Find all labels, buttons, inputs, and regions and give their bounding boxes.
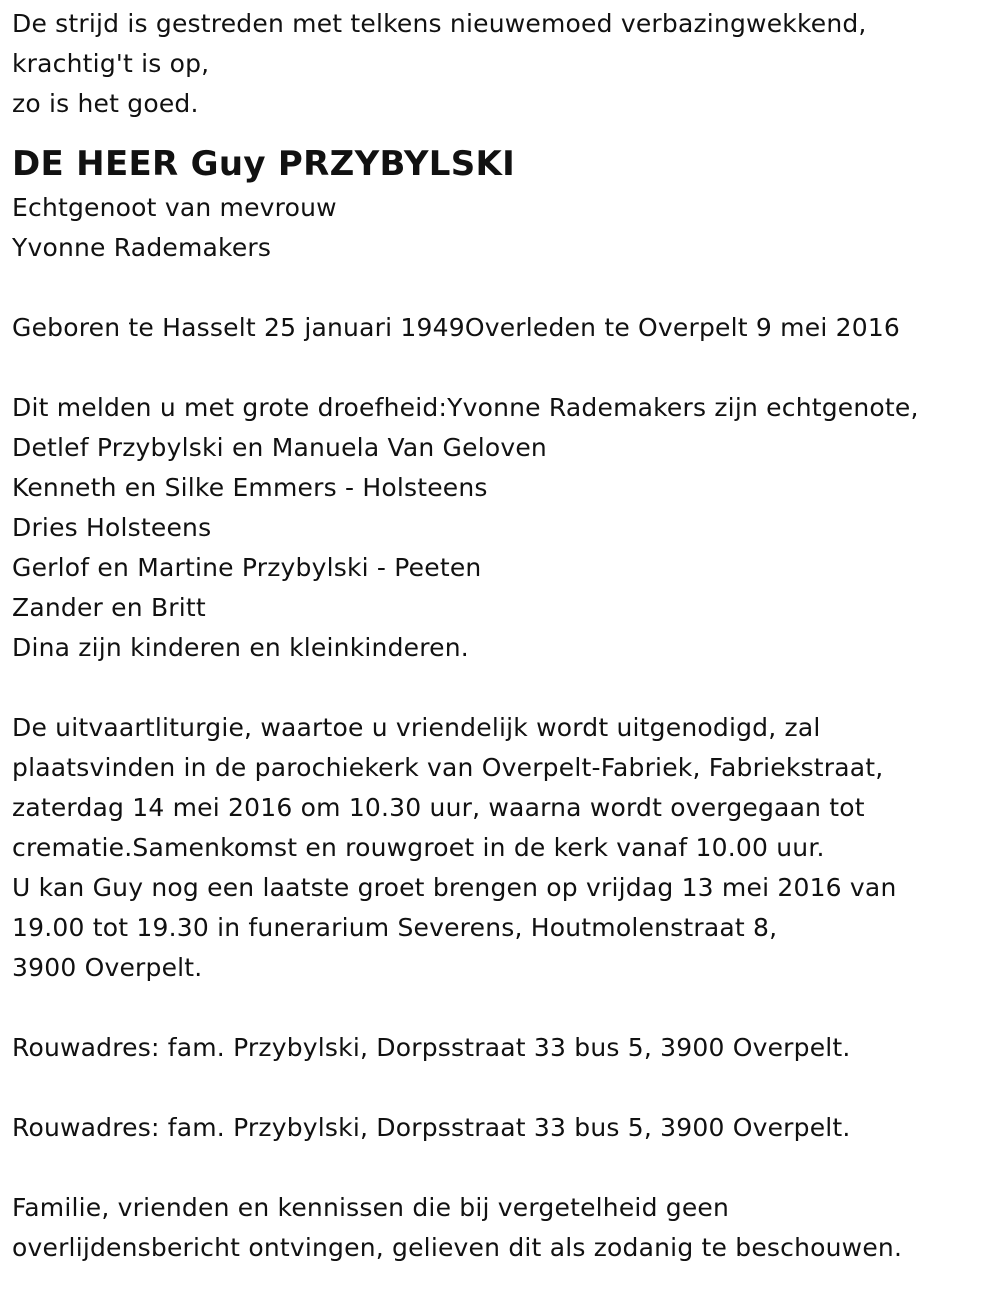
funeral-line: plaatsvinden in de parochiekerk van Overpelt-Fabriek, Fabriekstraat,	[12, 753, 884, 782]
family-line: Dit melden u met grote droefheid:Yvonne Rademakers zijn echtgenote,	[12, 393, 919, 422]
closing-line: Familie, vrienden en kennissen die bij vergetelheid geen	[12, 1193, 730, 1222]
funeral-line: De uitvaartliturgie, waartoe u vriendelijk wordt uitgenodigd, zal	[12, 713, 821, 742]
mourning-address: Rouwadres: fam. Przybylski, Dorpsstraat 33 bus 5, 3900 Overpelt.	[12, 1033, 851, 1062]
intro-line: zo is het goed.	[12, 89, 199, 118]
birth-death-dates: Geboren te Hasselt 25 januari 1949Overleden te Overpelt 9 mei 2016	[12, 313, 901, 342]
family-line: Detlef Przybylski en Manuela Van Geloven	[12, 433, 547, 462]
spouse-line: Echtgenoot van mevrouw	[12, 193, 337, 222]
closing-note	[12, 1188, 988, 1268]
funeral-details	[12, 708, 988, 988]
intro-poem	[12, 4, 988, 124]
funeral-line: crematie.Samenkomst en rouwgroet in de kerk vanaf 10.00 uur.	[12, 833, 825, 862]
funeral-line: 3900 Overpelt.	[12, 953, 203, 982]
family-line: Dina zijn kinderen en kleinkinderen.	[12, 633, 469, 662]
family-list	[12, 388, 988, 668]
spouse-line: Yvonne Rademakers	[12, 233, 272, 262]
closing-line: overlijdensbericht ontvingen, gelieven dit als zodanig te beschouwen.	[12, 1233, 903, 1262]
funeral-line: U kan Guy nog een laatste groet brengen op vrijdag 13 mei 2016 van	[12, 873, 897, 902]
funeral-line: zaterdag 14 mei 2016 om 10.30 uur, waarna wordt overgegaan tot	[12, 793, 865, 822]
family-line: Kenneth en Silke Emmers - Holsteens	[12, 473, 488, 502]
funeral-line: 19.00 tot 19.30 in funerarium Severens, Houtmolenstraat 8,	[12, 913, 778, 942]
intro-line: De strijd is gestreden met telkens nieuwemoed verbazingwekkend,	[12, 9, 867, 38]
spouse-block	[12, 188, 988, 268]
deceased-name: DE HEER Guy PRZYBYLSKI	[12, 144, 516, 184]
family-line: Dries Holsteens	[12, 513, 212, 542]
mourning-address: Rouwadres: fam. Przybylski, Dorpsstraat 33 bus 5, 3900 Overpelt.	[12, 1113, 851, 1142]
intro-line: krachtig't is op,	[12, 49, 210, 78]
family-line: Gerlof en Martine Przybylski - Peeten	[12, 553, 482, 582]
family-line: Zander en Britt	[12, 593, 206, 622]
